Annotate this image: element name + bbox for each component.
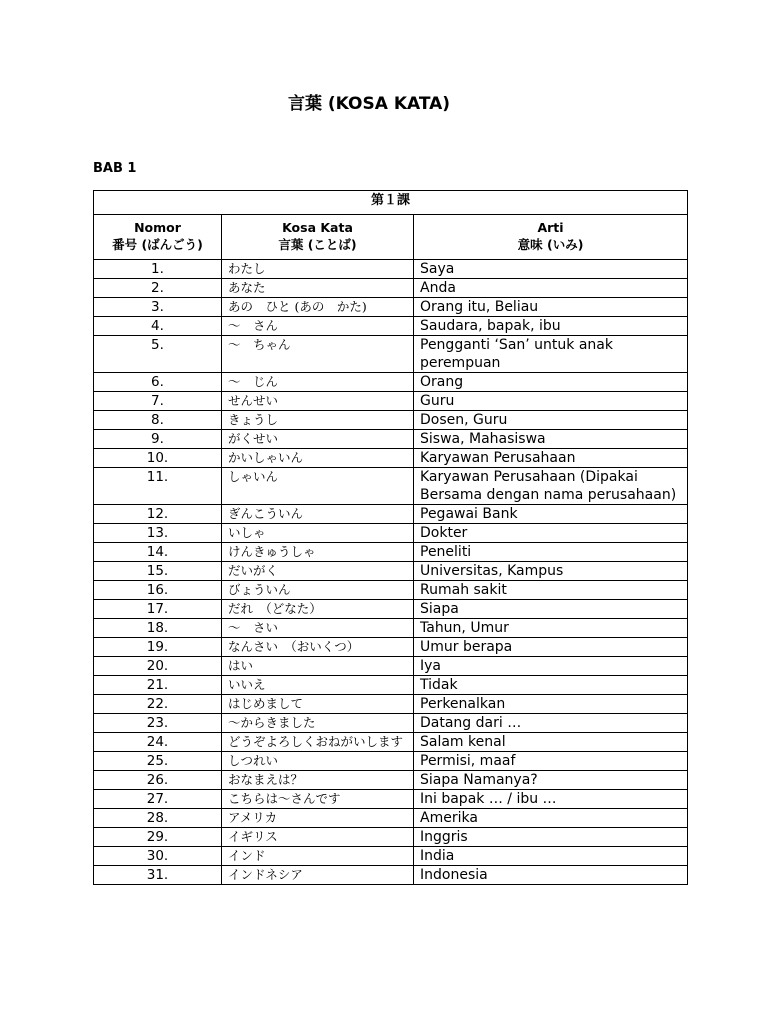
row-number: 17. bbox=[94, 600, 222, 619]
column-header-nomor bbox=[94, 215, 222, 260]
table-row bbox=[94, 809, 688, 828]
row-kosa-kata: いいえ bbox=[222, 676, 414, 695]
row-arti: Karyawan Perusahaan (Dipakai Bersama dengan nama perusahaan) bbox=[414, 468, 688, 505]
row-number: 3. bbox=[94, 298, 222, 317]
header-nomor-japanese: 番号 (ばんごう) bbox=[112, 237, 203, 252]
row-number: 10. bbox=[94, 449, 222, 468]
table-row bbox=[94, 619, 688, 638]
row-kosa-kata: だれ （どなた） bbox=[222, 600, 414, 619]
table-row bbox=[94, 430, 688, 449]
row-arti: Orang bbox=[414, 373, 688, 392]
row-kosa-kata: アメリカ bbox=[222, 809, 414, 828]
row-number: 8. bbox=[94, 411, 222, 430]
row-kosa-kata: おなまえは？ bbox=[222, 771, 414, 790]
row-arti: Salam kenal bbox=[414, 733, 688, 752]
row-number: 20. bbox=[94, 657, 222, 676]
row-number: 29. bbox=[94, 828, 222, 847]
row-number: 9. bbox=[94, 430, 222, 449]
row-kosa-kata: ～ さん bbox=[222, 317, 414, 336]
section-heading: BAB 1 bbox=[93, 161, 137, 176]
table-row bbox=[94, 279, 688, 298]
column-header-arti bbox=[414, 215, 688, 260]
table-row bbox=[94, 600, 688, 619]
row-number: 15. bbox=[94, 562, 222, 581]
row-kosa-kata: あなた bbox=[222, 279, 414, 298]
table-row bbox=[94, 317, 688, 336]
header-arti-label: Arti bbox=[537, 220, 564, 235]
row-kosa-kata: はい bbox=[222, 657, 414, 676]
table-row bbox=[94, 392, 688, 411]
row-kosa-kata: けんきゅうしゃ bbox=[222, 543, 414, 562]
row-arti: Amerika bbox=[414, 809, 688, 828]
row-arti: India bbox=[414, 847, 688, 866]
row-kosa-kata: どうぞよろしくおねがいします bbox=[222, 733, 414, 752]
table-row bbox=[94, 581, 688, 600]
lesson-title: 第１課 bbox=[94, 191, 688, 215]
row-number: 5. bbox=[94, 336, 222, 373]
row-arti: Iya bbox=[414, 657, 688, 676]
row-arti: Inggris bbox=[414, 828, 688, 847]
row-number: 30. bbox=[94, 847, 222, 866]
row-arti: Pengganti ‘San’ untuk anak perempuan bbox=[414, 336, 688, 373]
row-number: 22. bbox=[94, 695, 222, 714]
row-kosa-kata: がくせい bbox=[222, 430, 414, 449]
row-number: 1. bbox=[94, 260, 222, 279]
column-header-kosa-kata bbox=[222, 215, 414, 260]
table-row bbox=[94, 411, 688, 430]
row-arti: Saya bbox=[414, 260, 688, 279]
row-kosa-kata: あの ひと (あの かた) bbox=[222, 298, 414, 317]
row-kosa-kata: ～ ちゃん bbox=[222, 336, 414, 373]
header-kata-label: Kosa Kata bbox=[282, 220, 353, 235]
row-number: 6. bbox=[94, 373, 222, 392]
header-nomor-label: Nomor bbox=[134, 220, 181, 235]
page-title: 言葉 (KOSA KATA) bbox=[287, 94, 451, 114]
row-kosa-kata: ぎんこういん bbox=[222, 505, 414, 524]
row-number: 16. bbox=[94, 581, 222, 600]
vocabulary-table bbox=[93, 190, 688, 885]
table-row bbox=[94, 373, 688, 392]
row-arti: Pegawai Bank bbox=[414, 505, 688, 524]
row-number: 18. bbox=[94, 619, 222, 638]
row-arti: Tahun, Umur bbox=[414, 619, 688, 638]
row-arti: Siapa bbox=[414, 600, 688, 619]
row-arti: Anda bbox=[414, 279, 688, 298]
table-row bbox=[94, 638, 688, 657]
row-arti: Peneliti bbox=[414, 543, 688, 562]
row-number: 21. bbox=[94, 676, 222, 695]
row-kosa-kata: きょうし bbox=[222, 411, 414, 430]
row-arti: Siapa Namanya? bbox=[414, 771, 688, 790]
row-arti: Orang itu, Beliau bbox=[414, 298, 688, 317]
row-number: 2. bbox=[94, 279, 222, 298]
table-row bbox=[94, 676, 688, 695]
table-row bbox=[94, 752, 688, 771]
row-kosa-kata: しつれい bbox=[222, 752, 414, 771]
table-row bbox=[94, 449, 688, 468]
table-row bbox=[94, 260, 688, 279]
row-arti: Ini bapak … / ibu … bbox=[414, 790, 688, 809]
row-arti: Dosen, Guru bbox=[414, 411, 688, 430]
row-arti: Indonesia bbox=[414, 866, 688, 885]
row-kosa-kata: ～からきました bbox=[222, 714, 414, 733]
row-number: 13. bbox=[94, 524, 222, 543]
table-row bbox=[94, 714, 688, 733]
row-number: 27. bbox=[94, 790, 222, 809]
header-arti-japanese: 意味 (いみ) bbox=[517, 237, 584, 252]
row-number: 4. bbox=[94, 317, 222, 336]
row-arti: Dokter bbox=[414, 524, 688, 543]
table-row bbox=[94, 298, 688, 317]
row-kosa-kata: だいがく bbox=[222, 562, 414, 581]
row-kosa-kata: インド bbox=[222, 847, 414, 866]
row-number: 26. bbox=[94, 771, 222, 790]
row-kosa-kata: せんせい bbox=[222, 392, 414, 411]
row-kosa-kata: ～ じん bbox=[222, 373, 414, 392]
row-kosa-kata: しゃいん bbox=[222, 468, 414, 505]
lesson-header-row bbox=[94, 191, 688, 215]
table-row bbox=[94, 695, 688, 714]
row-number: 28. bbox=[94, 809, 222, 828]
row-kosa-kata: イギリス bbox=[222, 828, 414, 847]
row-arti: Tidak bbox=[414, 676, 688, 695]
row-number: 14. bbox=[94, 543, 222, 562]
row-kosa-kata: びょういん bbox=[222, 581, 414, 600]
row-kosa-kata: ～ さい bbox=[222, 619, 414, 638]
table-row bbox=[94, 828, 688, 847]
row-arti: Universitas, Kampus bbox=[414, 562, 688, 581]
row-number: 25. bbox=[94, 752, 222, 771]
row-kosa-kata: なんさい （おいくつ） bbox=[222, 638, 414, 657]
row-number: 23. bbox=[94, 714, 222, 733]
table-row bbox=[94, 657, 688, 676]
row-kosa-kata: かいしゃいん bbox=[222, 449, 414, 468]
row-arti: Guru bbox=[414, 392, 688, 411]
table-row bbox=[94, 562, 688, 581]
row-arti: Rumah sakit bbox=[414, 581, 688, 600]
table-row bbox=[94, 543, 688, 562]
row-number: 11. bbox=[94, 468, 222, 505]
row-arti: Permisi, maaf bbox=[414, 752, 688, 771]
row-arti: Datang dari … bbox=[414, 714, 688, 733]
row-arti: Karyawan Perusahaan bbox=[414, 449, 688, 468]
table-row bbox=[94, 866, 688, 885]
row-kosa-kata: いしゃ bbox=[222, 524, 414, 543]
row-kosa-kata: わたし bbox=[222, 260, 414, 279]
row-number: 24. bbox=[94, 733, 222, 752]
row-kosa-kata: こちらは～さんです bbox=[222, 790, 414, 809]
vocabulary-rows bbox=[94, 260, 688, 885]
row-number: 7. bbox=[94, 392, 222, 411]
row-kosa-kata: インドネシア bbox=[222, 866, 414, 885]
row-arti: Perkenalkan bbox=[414, 695, 688, 714]
row-arti: Saudara, bapak, ibu bbox=[414, 317, 688, 336]
table-row bbox=[94, 790, 688, 809]
row-arti: Siswa, Mahasiswa bbox=[414, 430, 688, 449]
table-row bbox=[94, 847, 688, 866]
column-header-row bbox=[94, 215, 688, 260]
table-row bbox=[94, 771, 688, 790]
table-row bbox=[94, 505, 688, 524]
header-kata-japanese: 言葉 (ことば) bbox=[278, 237, 357, 252]
row-kosa-kata: はじめまして bbox=[222, 695, 414, 714]
row-number: 31. bbox=[94, 866, 222, 885]
row-arti: Umur berapa bbox=[414, 638, 688, 657]
table-row bbox=[94, 336, 688, 373]
table-row bbox=[94, 524, 688, 543]
row-number: 12. bbox=[94, 505, 222, 524]
table-row bbox=[94, 733, 688, 752]
row-number: 19. bbox=[94, 638, 222, 657]
table-row bbox=[94, 468, 688, 505]
